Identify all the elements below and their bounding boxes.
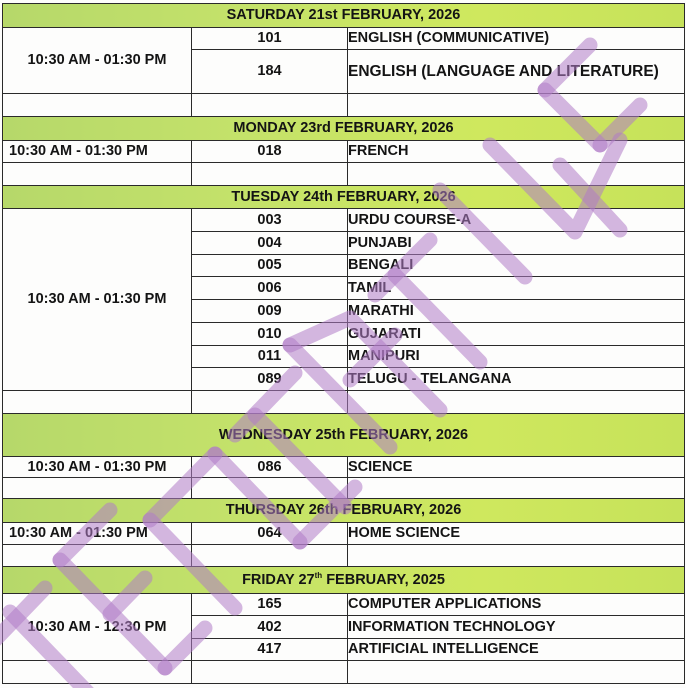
subject-code: 417 [192, 639, 348, 661]
blank-cell [192, 163, 348, 186]
subject-code: 011 [192, 346, 348, 368]
subject-code: 086 [192, 457, 348, 478]
subject-name: COMPUTER APPLICATIONS [348, 594, 685, 616]
exam-time: 10:30 AM - 01:30 PM [3, 209, 192, 391]
day-header-text: FEBRUARY, 2025 [322, 571, 445, 588]
blank-cell [348, 391, 685, 414]
subject-name: ARTIFICIAL INTELLIGENCE [348, 639, 685, 661]
subject-code: 402 [192, 616, 348, 639]
subject-name: BENGALI [348, 255, 685, 277]
subject-name: MANIPURI [348, 346, 685, 368]
spacer-row [3, 661, 685, 684]
subject-code: 003 [192, 209, 348, 232]
table-row [3, 209, 685, 232]
table-row [3, 523, 685, 545]
blank-cell [192, 545, 348, 567]
day-header-friday [3, 567, 685, 594]
subject-name: GUJARATI [348, 323, 685, 346]
blank-cell [348, 94, 685, 117]
day-header-row [3, 117, 685, 141]
day-header-row [3, 567, 685, 594]
subject-code: 184 [192, 50, 348, 94]
table-row [3, 28, 685, 50]
subject-code: 064 [192, 523, 348, 545]
subject-name: TAMIL [348, 277, 685, 300]
exam-time: 10:30 AM - 01:30 PM [3, 141, 192, 163]
table-row [3, 457, 685, 478]
blank-cell [192, 478, 348, 499]
blank-cell [348, 163, 685, 186]
blank-cell [3, 661, 192, 684]
subject-code: 010 [192, 323, 348, 346]
spacer-row [3, 545, 685, 567]
day-header-tuesday: TUESDAY 24th FEBRUARY, 2026 [3, 186, 685, 209]
subject-code: 004 [192, 232, 348, 255]
blank-cell [3, 545, 192, 567]
subject-code: 089 [192, 368, 348, 391]
day-header-row [3, 499, 685, 523]
day-header-row [3, 414, 685, 457]
subject-name: URDU COURSE-A [348, 209, 685, 232]
exam-time: 10:30 AM - 01:30 PM [3, 523, 192, 545]
day-header-text: FRIDAY 27 [242, 571, 315, 588]
exam-time: 10:30 AM - 01:30 PM [3, 457, 192, 478]
exam-time: 10:30 AM - 12:30 PM [3, 594, 192, 661]
day-header-monday: MONDAY 23rd FEBRUARY, 2026 [3, 117, 685, 141]
subject-code: 009 [192, 300, 348, 323]
blank-cell [3, 94, 192, 117]
blank-cell [348, 478, 685, 499]
spacer-row [3, 94, 685, 117]
table-row [3, 141, 685, 163]
subject-name: MARATHI [348, 300, 685, 323]
exam-schedule-table [2, 3, 685, 684]
spacer-row [3, 391, 685, 414]
subject-code: 018 [192, 141, 348, 163]
blank-cell [192, 391, 348, 414]
blank-cell [348, 545, 685, 567]
blank-cell [3, 163, 192, 186]
ordinal-suffix: th [314, 570, 323, 580]
subject-name: PUNJABI [348, 232, 685, 255]
table-row [3, 594, 685, 616]
subject-name: ENGLISH (COMMUNICATIVE) [348, 28, 685, 50]
subject-code: 101 [192, 28, 348, 50]
subject-name: INFORMATION TECHNOLOGY [348, 616, 685, 639]
day-header-row [3, 186, 685, 209]
blank-cell [3, 391, 192, 414]
subject-name: ENGLISH (LANGUAGE AND LITERATURE) [348, 50, 685, 94]
blank-cell [192, 94, 348, 117]
subject-name: HOME SCIENCE [348, 523, 685, 545]
subject-code: 005 [192, 255, 348, 277]
day-header-thursday: THURSDAY 26th FEBRUARY, 2026 [3, 499, 685, 523]
subject-name: FRENCH [348, 141, 685, 163]
subject-name: TELUGU - TELANGANA [348, 368, 685, 391]
subject-code: 006 [192, 277, 348, 300]
subject-code: 165 [192, 594, 348, 616]
blank-cell [192, 661, 348, 684]
blank-cell [348, 661, 685, 684]
spacer-row [3, 478, 685, 499]
subject-name: SCIENCE [348, 457, 685, 478]
day-header-row [3, 4, 685, 28]
blank-cell [3, 478, 192, 499]
exam-time: 10:30 AM - 01:30 PM [3, 28, 192, 94]
day-header-saturday: SATURDAY 21st FEBRUARY, 2026 [3, 4, 685, 28]
spacer-row [3, 163, 685, 186]
day-header-wednesday: WEDNESDAY 25th FEBRUARY, 2026 [3, 414, 685, 457]
